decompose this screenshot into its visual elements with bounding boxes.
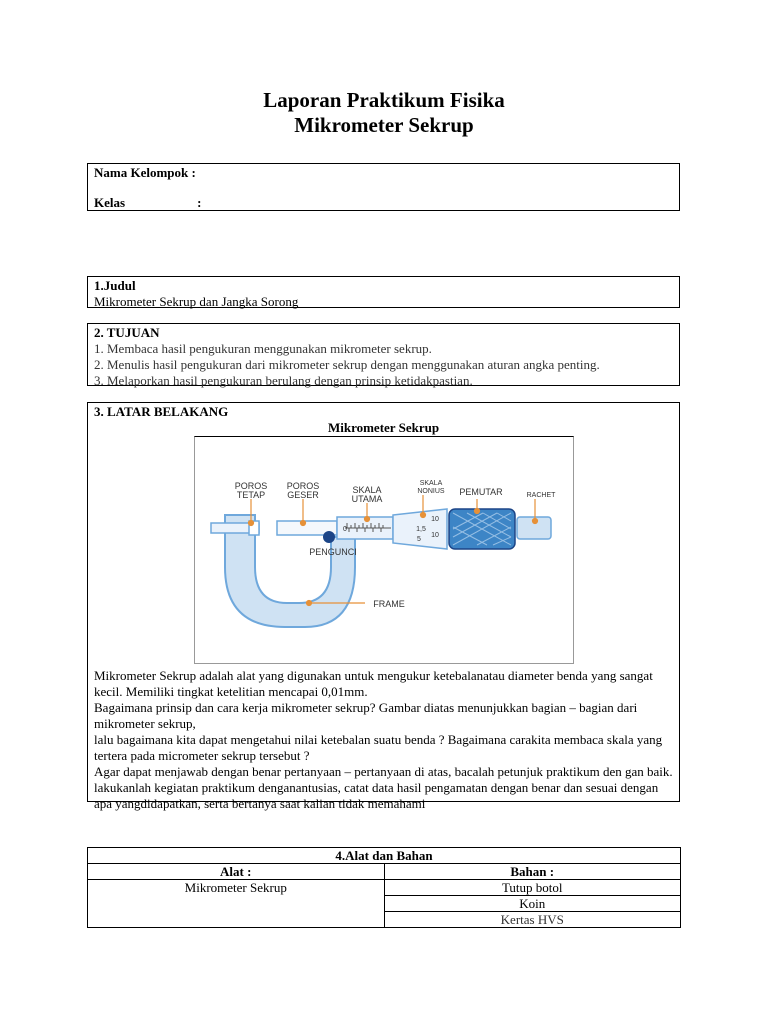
pengunci-shape bbox=[323, 531, 335, 543]
title-line-2: Mikrometer Sekrup bbox=[294, 113, 474, 137]
judul-heading: 1.Judul bbox=[94, 278, 136, 293]
scale-label: 5 bbox=[417, 536, 421, 543]
label-pemutar: PEMUTAR bbox=[459, 487, 503, 497]
scale-label: 0 bbox=[343, 526, 347, 533]
label-rachet: RACHET bbox=[526, 492, 556, 499]
label-skala-utama-2: UTAMA bbox=[351, 494, 383, 504]
label-skala-nonius-1: SKALA bbox=[419, 480, 443, 487]
tujuan-section bbox=[87, 323, 680, 386]
judul-section bbox=[87, 276, 680, 308]
latar-paragraph: Mikrometer Sekrup adalah alat yang digunakan untuk mengukur ketebalanatau diameter benda yang sangat kecil. Memiliki tingkat ketelitian mencapai 0,01mm. bbox=[94, 668, 653, 699]
label-skala-nonius-2: NONIUS bbox=[417, 488, 445, 495]
alat-cell: Mikrometer Sekrup bbox=[88, 880, 385, 928]
scale-label: 10 bbox=[431, 516, 439, 523]
label-frame: FRAME bbox=[373, 599, 405, 609]
latar-paragraph: Bagaimana prinsip dan cara kerja mikrometer sekrup? Gambar diatas menunjukkan bagian – bagian dari mikrometer sekrup, bbox=[94, 700, 638, 731]
bahan-cell: Kertas HVS bbox=[384, 912, 681, 928]
figure-title: Mikrometer Sekrup bbox=[327, 420, 440, 435]
kelas-colon: : bbox=[197, 195, 202, 210]
judul-text: Mikrometer Sekrup dan Jangka Sorong bbox=[94, 294, 299, 309]
nama-kelompok-label: Nama Kelompok : bbox=[94, 165, 196, 180]
label-skala-utama-1: SKALA bbox=[352, 485, 382, 495]
label-poros-geser-1: POROS bbox=[286, 481, 320, 491]
alat-bahan-heading: 4.Alat dan Bahan bbox=[88, 848, 681, 864]
title-line-1: Laporan Praktikum Fisika bbox=[263, 88, 505, 112]
scale-label: 10 bbox=[431, 532, 439, 539]
bahan-cell: Koin bbox=[384, 896, 681, 912]
alat-header: Alat : bbox=[88, 864, 385, 880]
bahan-cell: Tutup botol bbox=[384, 880, 681, 896]
micrometer-figure bbox=[194, 436, 574, 664]
micrometer-diagram bbox=[195, 437, 573, 663]
latar-paragraph: lalu bagaimana kita dapat mengetahui nilai ketebalan suatu benda ? Bagaimana carakita membaca skala yang tertera pada micrometer sekrup tersebut ? bbox=[94, 732, 663, 763]
latar-paragraph: Agar dapat menjawab dengan benar pertanyaan – pertanyaan di atas, bacalah petunjuk praktikum den gan baik. lakukanlah kegiatan praktikum denganantusias, catat data hasil pengamatan dengan benar dan sesuai dengan apa yangdidapatkan, serta bertanya saat kalian tidak memahami bbox=[94, 764, 673, 811]
alat-bahan-table bbox=[87, 847, 681, 928]
identity-box bbox=[87, 163, 680, 211]
tujuan-item: 2. Menulis hasil pengukuran dari mikrometer sekrup dengan menggunakan aturan angka penting. bbox=[94, 357, 600, 372]
kelas-row bbox=[94, 195, 673, 211]
label-poros-tetap-1: POROS bbox=[234, 481, 268, 491]
tujuan-item: 1. Membaca hasil pengukuran menggunakan mikrometer sekrup. bbox=[94, 341, 432, 356]
label-poros-tetap-2: TETAP bbox=[236, 490, 266, 500]
document-title bbox=[0, 88, 768, 138]
tujuan-heading: 2. TUJUAN bbox=[94, 325, 160, 340]
latar-heading: 3. LATAR BELAKANG bbox=[94, 404, 229, 419]
bahan-header: Bahan : bbox=[384, 864, 681, 880]
label-pengunci: PENGUNCI bbox=[309, 547, 357, 557]
latar-belakang-section bbox=[87, 402, 680, 811]
tujuan-item: 3. Melaporkan hasil pengukuran berulang dengan prinsip ketidakpastian. bbox=[94, 373, 473, 388]
label-poros-geser-2: GESER bbox=[287, 490, 319, 500]
kelas-label: Kelas bbox=[94, 195, 126, 210]
scale-label: 1,5 bbox=[416, 526, 426, 533]
